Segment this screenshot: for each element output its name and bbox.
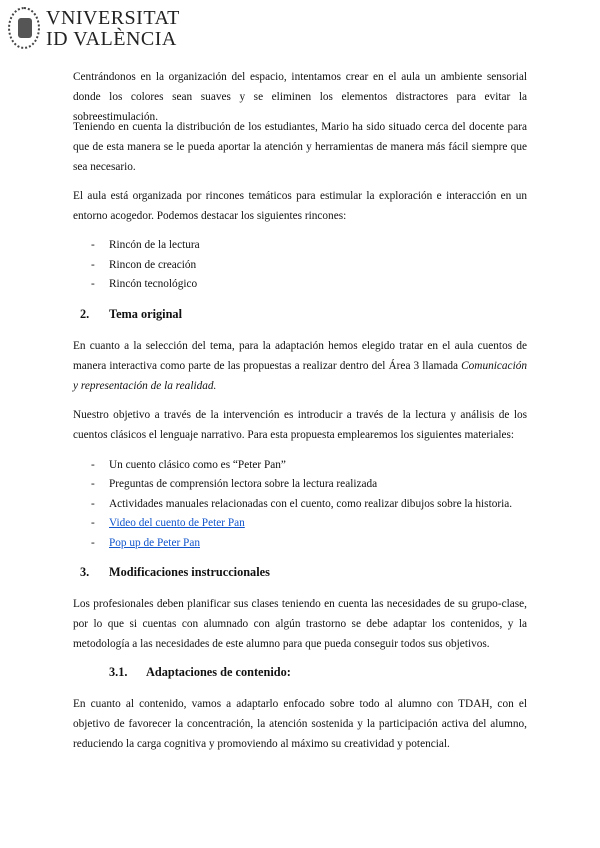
list-dash: - — [91, 537, 95, 549]
video-peter-pan-link[interactable]: Video del cuento de Peter Pan — [109, 517, 245, 529]
list-item — [91, 534, 200, 554]
paragraph-contenido: En cuanto al contenido, vamos a adaptarlo enfocado sobre todo al alumno con TDAH, con el objetivo de favorecer la concentración, la atención sostenida y la participación activa del alumno, reduciendo la carga cognitiva y promoviendo al máximo su creatividad y potencial. — [73, 698, 527, 750]
list-item — [91, 236, 200, 256]
logo-line-1: VNIVERSITAT — [46, 7, 180, 29]
list-item-text: Rincon de creación — [109, 259, 197, 271]
list-item-text: Actividades manuales relacionadas con el cuento, como realizar dibujos sobre la historia. — [109, 498, 513, 510]
logo-text — [46, 8, 180, 50]
list-item — [91, 514, 245, 534]
paragraph-objetivo: Nuestro objetivo a través de la intervención es introducir a través de la lectura y análisis de los cuentos clásicos el lenguaje narrativo. Para esta propuesta emplearemos los siguientes materiales: — [73, 409, 527, 441]
list-item-text: Un cuento clásico como es “Peter Pan” — [109, 459, 286, 471]
list-item — [91, 256, 196, 276]
list-item — [91, 475, 377, 495]
university-logo — [6, 5, 180, 53]
paragraph-distribucion: Teniendo en cuenta la distribución de los estudiantes, Mario ha sido situado cerca del docente para que de esta manera se le pueda aportar la atención y herramientas de manera más fácil siempre que sea necesario. — [73, 121, 527, 173]
section-title: Adaptaciones de contenido: — [146, 665, 291, 679]
list-item-text: Rincón tecnológico — [109, 278, 198, 290]
list-item-text: Rincón de la lectura — [109, 239, 200, 251]
paragraph-espacio: Centrándonos en la organización del espacio, intentamos crear en el aula un ambiente sensorial donde los colores sean suaves y se eliminen los elementos distractores para evitar la sobreestimulación. — [73, 71, 527, 123]
paragraph-rincones: El aula está organizada por rincones temáticos para estimular la exploración e interacción en un entorno acogedor. Podemos destacar los siguientes rincones: — [73, 190, 527, 222]
list-item — [91, 275, 197, 295]
area-name-italic: Comunicación y representación de la realidad. — [73, 359, 527, 392]
section-number: 2. — [80, 307, 90, 321]
section-title: Modificaciones instruccionales — [109, 565, 270, 579]
section-number: 3.1. — [109, 665, 128, 679]
popup-peter-pan-link[interactable]: Pop up de Peter Pan — [109, 537, 200, 549]
list-dash: - — [91, 259, 95, 271]
list-item — [91, 495, 512, 515]
list-dash: - — [91, 478, 95, 490]
list-dash: - — [91, 498, 95, 510]
list-dash: - — [91, 239, 95, 251]
list-item — [91, 456, 286, 476]
paragraph-tema — [73, 337, 527, 396]
list-dash: - — [91, 517, 95, 529]
paragraph-text: En cuanto a la selección del tema, para la adaptación hemos elegido tratar en el aula cuentos de manera interactiva como parte de las propuestas a realizar dentro del Área 3 llamada — [73, 340, 527, 372]
list-dash: - — [91, 278, 95, 290]
university-seal-icon — [8, 7, 40, 49]
logo-line-2: ID VALÈNCIA — [46, 28, 177, 50]
list-dash: - — [91, 459, 95, 471]
paragraph-profesionales: Los profesionales deben planificar sus clases teniendo en cuenta las necesidades de su grupo-clase, por lo que si cuentas con alumnado con algún trastorno se debe adaptar los contenidos, y la metodología a las necesidades de este alumno para que pueda conseguir todos sus objetivos. — [73, 598, 527, 650]
section-title: Tema original — [109, 307, 182, 321]
section-heading-3-1 — [109, 665, 291, 680]
section-heading-3 — [80, 565, 270, 580]
section-heading-2 — [80, 307, 182, 322]
list-item-text: Preguntas de comprensión lectora sobre la lectura realizada — [109, 478, 378, 490]
section-number: 3. — [80, 565, 90, 579]
